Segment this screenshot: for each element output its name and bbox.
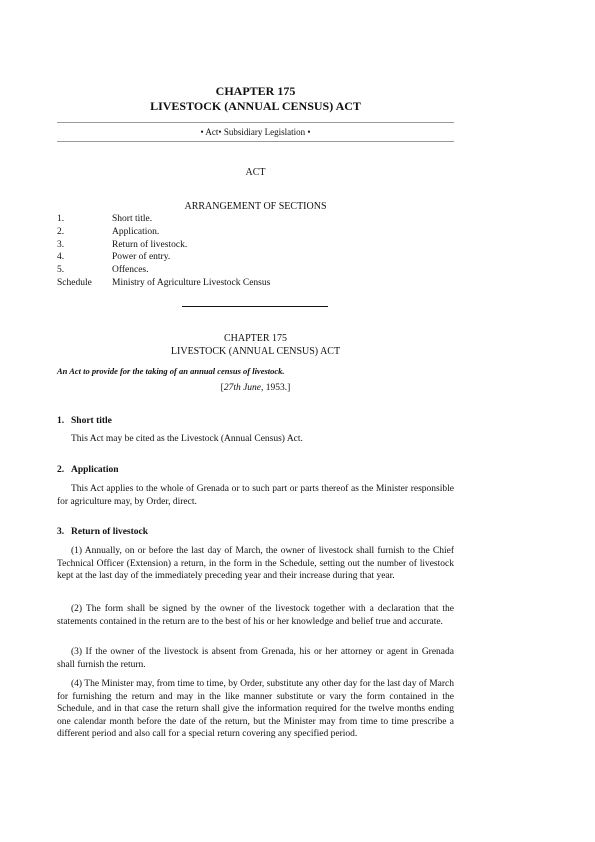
body-act-title: LIVESTOCK (ANNUAL CENSUS) ACT <box>170 346 341 357</box>
bullet: • <box>218 127 224 137</box>
toc-row[interactable] <box>57 226 270 239</box>
toc-row[interactable] <box>57 264 270 277</box>
section-paragraph: (4) The Minister may, from time to time, by Order, substitute any other day for the last day of March for furnishing the return and may in the like manner substitute or vary the form contained in the Schedule, and in that case the return shall give the information required for the twelve months ending one calendar month before the date of the return, but the Minister may from time to time prescribe a different period and also call for a special return covering any specified period. <box>57 679 454 739</box>
arrangement-list <box>57 213 270 290</box>
section-title: Application <box>71 465 119 475</box>
section-heading <box>57 527 148 537</box>
section-title: Return of livestock <box>71 527 149 537</box>
section-paragraph: This Act may be cited as the Livestock (Annual Census) Act. <box>71 434 303 444</box>
section-heading <box>57 465 119 475</box>
act-label: ACT <box>245 167 266 178</box>
toc-text: Application. <box>112 226 160 237</box>
section-heading <box>57 416 112 426</box>
commencement-date <box>57 383 454 393</box>
section-title: Short title <box>71 416 112 426</box>
toc-num: 1. <box>57 214 65 224</box>
act-title: LIVESTOCK (ANNUAL CENSUS) ACT <box>150 99 361 113</box>
section-paragraph: This Act applies to the whole of Grenada or to such part or parts thereof as the Minister responsible for agriculture may, by Order, direct. <box>57 484 454 507</box>
date-italic: 27th June <box>223 383 262 393</box>
date-bracket: [ <box>220 383 224 393</box>
section-paragraph: (3) If the owner of the livestock is absent from Grenada, his or her attorney or agent in Grenada shall furnish the return. <box>57 647 454 670</box>
section-num: 1. <box>57 416 65 426</box>
toc-text: Offences. <box>112 265 149 276</box>
top-rule <box>57 122 454 123</box>
nav-links <box>57 127 454 138</box>
toc-row[interactable] <box>57 213 270 226</box>
bullet: • <box>200 127 206 137</box>
date-suffix: , 1953.] <box>261 383 291 393</box>
section-num: 3. <box>57 527 65 537</box>
arrangement-heading: ARRANGEMENT OF SECTIONS <box>184 201 327 212</box>
body-chapter-number: CHAPTER 175 <box>223 333 288 344</box>
toc-num: 3. <box>57 239 65 250</box>
toc-text: Ministry of Agriculture Livestock Census <box>112 277 271 288</box>
toc-row[interactable] <box>57 277 270 290</box>
toc-num: 2. <box>57 226 65 237</box>
chapter-number: CHAPTER 175 <box>215 84 296 98</box>
bottom-rule <box>57 141 454 142</box>
long-title: An Act to provide for the taking of an annual census of livestock. <box>57 366 285 376</box>
toc-row[interactable] <box>57 239 270 252</box>
toc-text: Short title. <box>112 214 153 224</box>
toc-row[interactable] <box>57 251 270 264</box>
section-divider <box>182 306 328 307</box>
section-paragraph: (2) The form shall be signed by the owner of the livestock together with a declaration that the statements contained in the return are to the best of his or her knowledge and belief true and accurate. <box>57 604 454 627</box>
toc-text: Power of entry. <box>112 252 171 263</box>
toc-num: 5. <box>57 265 65 276</box>
toc-num: Schedule <box>57 277 92 288</box>
section-paragraph: (1) Annually, on or before the last day of March, the owner of livestock shall furnish to the Chief Technical Officer (Extension) a return, in the form in the Schedule, setting out the number of livestock kept at the last day of the immediately preceding year and their increase during that year. <box>57 546 454 581</box>
toc-text: Return of livestock. <box>112 239 188 250</box>
section-num: 2. <box>57 465 65 475</box>
toc-num: 4. <box>57 252 65 263</box>
nav-link-subsidiary-legislation[interactable]: Subsidiary Legislation <box>223 127 306 137</box>
nav-link-act[interactable]: Act <box>205 127 219 137</box>
bullet: • <box>305 127 311 137</box>
